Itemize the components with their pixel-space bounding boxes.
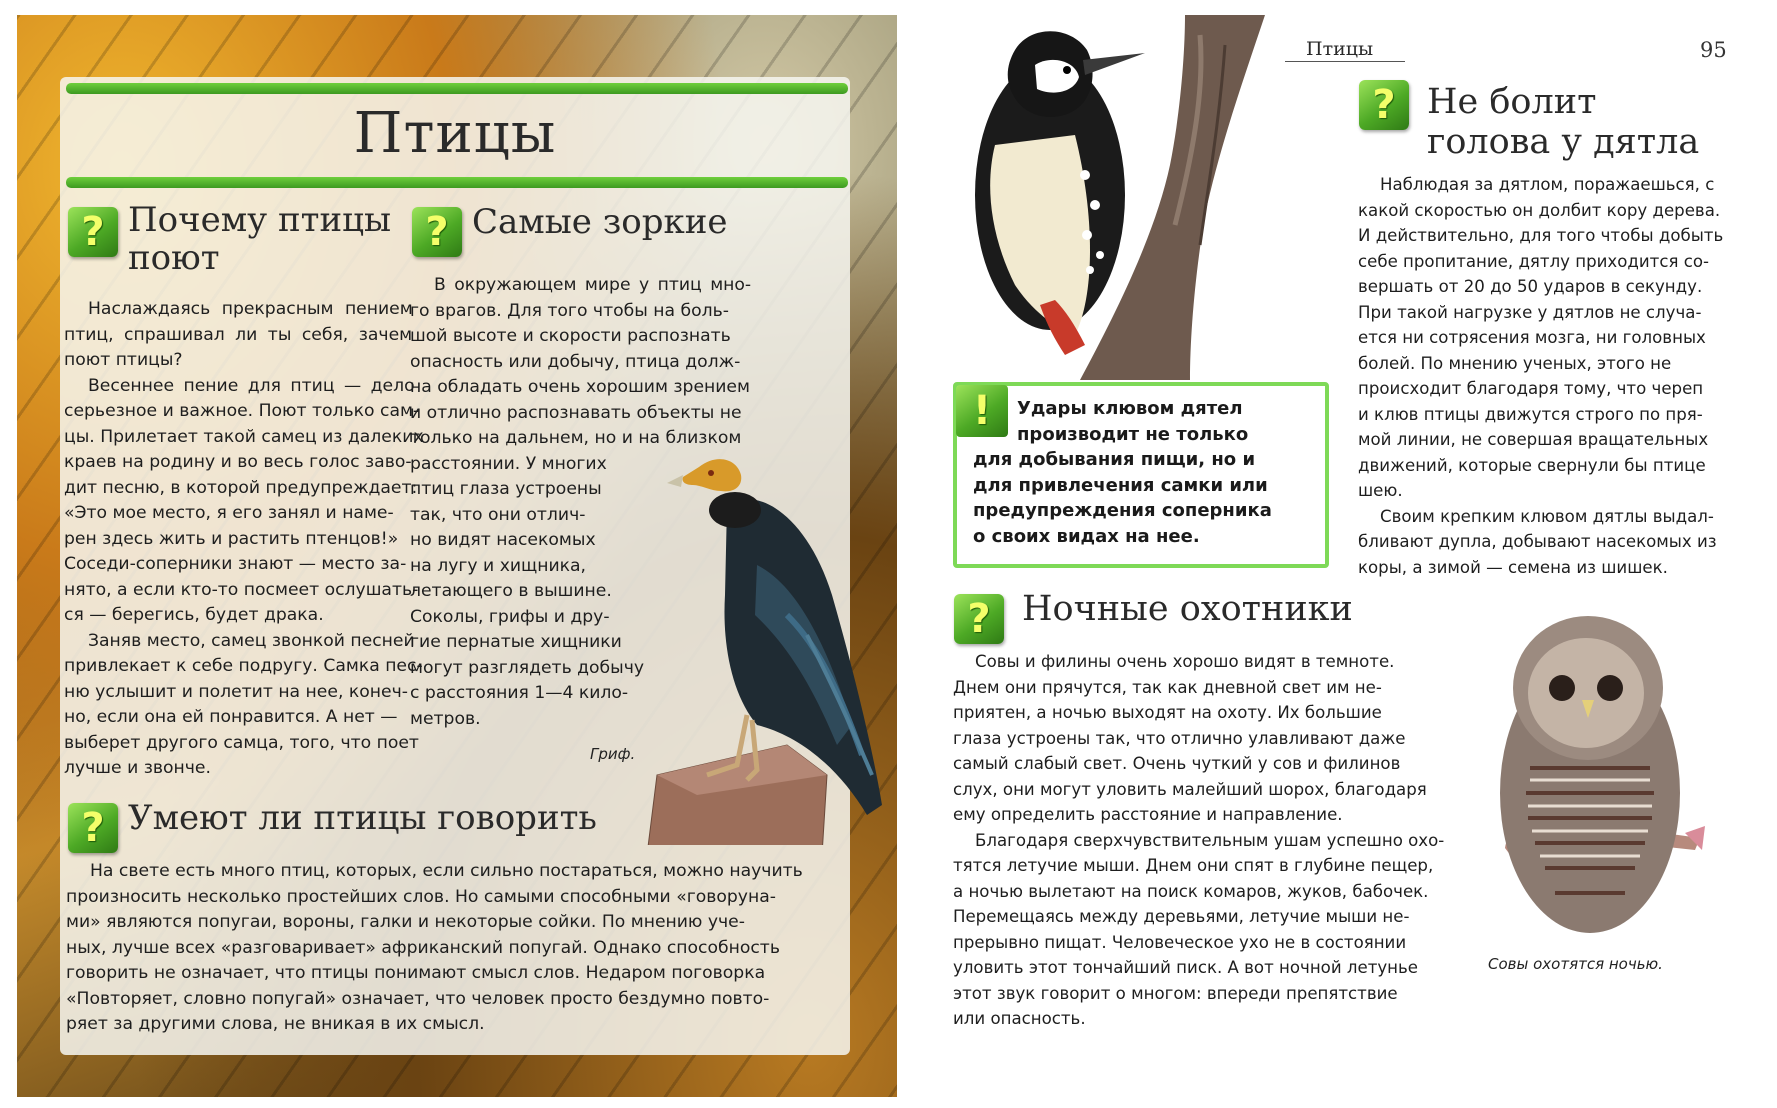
text-line: болей. По мнению ученых, этого не — [1358, 353, 1672, 373]
text-line: Наблюдая за дятлом, поражаешься, с — [1380, 175, 1715, 194]
text-line: говорить не означает, что птицы понимают смысл слов. Недаром поговорка — [66, 963, 766, 983]
heading-line: Почему птицы — [128, 200, 392, 240]
text-line: производит не только — [1017, 423, 1249, 445]
text-line: только на дальнем, но и на близком — [410, 428, 742, 448]
text-line: птиц, спрашивал ли ты себя, зачем — [64, 324, 413, 345]
page-title: Птицы — [353, 101, 557, 166]
text-line: Наслаждаясь прекрасным пением — [88, 299, 413, 319]
text-line: вершать от 20 до 50 ударов в секунду. — [1358, 277, 1703, 296]
text-line: коры, а зимой — семена из шишек. — [1358, 557, 1668, 577]
woodpecker-illustration — [975, 15, 1295, 380]
text-line: летающего в вышине. — [410, 581, 612, 601]
text-line: расстоянии. У многих — [410, 453, 607, 474]
section-heading-woodpecker — [1427, 82, 1699, 162]
text-line: шой высоте и скорости распознать — [410, 326, 731, 346]
heading-line: поют — [128, 238, 220, 278]
text-line: о своих видах на нее. — [973, 525, 1200, 547]
section-heading-talk: Умеют ли птицы говорить — [128, 798, 597, 838]
text-line: ряет за другими слова, не вникая в их смысл. — [66, 1014, 485, 1034]
text-line: тятся летучие мыши. Днем они спят в глубине пещер, — [953, 856, 1434, 875]
text-line: В окружающем мире у птиц мно- — [434, 275, 752, 295]
text-line: ных, лучше всех «разговаривает» африканский попугай. Однако способность — [66, 937, 780, 958]
page-number: 95 — [1700, 38, 1727, 62]
text-line: выберет другого самца, того, что поет — [64, 732, 419, 753]
text-line: Своим крепким клювом дятлы выдал- — [1380, 506, 1714, 526]
text-line: го врагов. Для того чтобы на боль- — [410, 300, 729, 321]
text-line: предупреждения соперника — [973, 500, 1272, 521]
fact-note-box — [953, 382, 1329, 568]
text-line: На свете есть много птиц, которых, если сильно постараться, можно научить — [90, 861, 803, 881]
text-line: себе пропитание, дятлу приходится со- — [1358, 251, 1709, 271]
question-icon: ? — [1359, 80, 1409, 130]
text-line: или опасность. — [953, 1009, 1086, 1028]
night-text — [953, 649, 1465, 1032]
text-line: и клюв птицы движутся строго по пря- — [1358, 404, 1703, 424]
exclamation-icon: ! — [956, 385, 1008, 437]
text-line: дит песню, в которой предупреждает: — [64, 477, 418, 498]
running-head-rule — [1285, 61, 1405, 62]
text-line: И действительно, для того чтобы добыть — [1358, 226, 1724, 245]
text-line: какой скоростью он долбит кору дерева. — [1358, 200, 1721, 220]
text-line: происходит благодаря тому, что череп — [1358, 379, 1704, 398]
text-line: прерывно пищат. Человеческое ухо не в состоянии — [953, 932, 1407, 952]
text-line: «Повторяет, словно попугай» означает, что человек просто бездумно повто- — [66, 988, 770, 1009]
text-line: ню услышит и полетит на нее, конеч- — [64, 681, 408, 702]
why-sing-text — [64, 297, 424, 782]
text-line: метров. — [410, 708, 481, 729]
text-line: шею. — [1358, 481, 1403, 500]
title-green-bar — [66, 177, 848, 188]
text-line: Благодаря сверхчувствительным ушам успешно охо- — [975, 830, 1445, 850]
text-line: ется ни сотрясения мозга, ни головных — [1358, 328, 1706, 347]
owl-caption: Совы охотятся ночью. — [1488, 955, 1663, 973]
text-line: а ночью вылетают на поиск комаров, жуков, бабочек. — [953, 881, 1429, 901]
text-line: нято, а если кто-то посмеет ослушать- — [64, 579, 419, 600]
text-line: краев на родину и во весь голос заво- — [64, 452, 412, 472]
text-line: Соколы, грифы и дру- — [410, 606, 610, 627]
text-line: гие пернатые хищники — [410, 632, 622, 652]
condor-illustration — [637, 445, 897, 845]
text-line: ми» являются попугаи, вороны, галки и некоторые сойки. По мнению уче- — [66, 912, 745, 932]
text-line: этот звук говорит о многом: впереди препятствие — [953, 983, 1398, 1003]
text-line: рен здесь жить и растить птенцов!» — [64, 528, 399, 549]
text-line: но, если она ей понравится. А нет — — [64, 707, 398, 727]
text-line: Весеннее пение для птиц — дело — [88, 375, 415, 396]
section-heading-why-sing — [128, 201, 391, 277]
text-line: лучше и звонче. — [64, 758, 211, 778]
text-line: Перемещаясь между деревьями, летучие мыши не- — [953, 907, 1410, 926]
section-heading-sharpest: Самые зоркие — [472, 202, 728, 242]
text-line: приятен, а ночью выходят на охоту. Их большие — [953, 703, 1382, 722]
text-line: Заняв место, самец звонкой песней — [88, 630, 415, 651]
condor-caption: Гриф. — [590, 745, 636, 763]
text-line: на обладать очень хорошим зрением — [410, 377, 750, 397]
text-line: произносить несколько простейших слов. Но самыми способными «говоруна- — [66, 886, 776, 907]
text-line: ему определить расстояние и направление. — [953, 805, 1343, 824]
left-page — [17, 15, 897, 1097]
text-line: бливают дупла, добывают насекомых из — [1358, 532, 1717, 551]
text-line: для добывания пищи, но и — [973, 449, 1256, 470]
text-line: для привлечения самки или — [973, 474, 1268, 496]
text-line: с расстояния 1—4 кило- — [410, 683, 629, 703]
text-line: поют птицы? — [64, 350, 183, 370]
section-heading-night: Ночные охотники — [1022, 589, 1353, 629]
running-head: Птицы — [1306, 38, 1374, 60]
top-green-bar — [66, 83, 848, 94]
text-line: уловить этот тончайший писк. А вот ночной летунье — [953, 958, 1419, 977]
owl-illustration — [1490, 588, 1715, 948]
text-line: Совы и филины очень хорошо видят в темноте. — [975, 652, 1395, 671]
text-line: птиц глаза устроены — [410, 479, 602, 499]
question-icon: ? — [412, 207, 462, 257]
text-line: но видят насекомых — [410, 530, 596, 550]
text-line: При такой нагрузке у дятлов не случа- — [1358, 302, 1702, 322]
text-line: Днем они прячутся, так как дневной свет им не- — [953, 677, 1382, 697]
talk-text — [66, 859, 803, 1038]
question-icon: ? — [68, 207, 118, 257]
text-line: цы. Прилетает такой самец из далеких — [64, 426, 424, 447]
text-line: Удары клювом дятел — [1017, 398, 1243, 419]
heading-line: голова у дятла — [1427, 122, 1700, 162]
text-line: движений, которые свернули бы птице — [1358, 455, 1706, 475]
question-icon: ? — [954, 594, 1004, 644]
text-line: могут разглядеть добычу — [410, 657, 645, 678]
text-line: так, что они отлич- — [410, 504, 586, 525]
text-line: ся — берегись, будет драка. — [64, 605, 324, 625]
question-icon: ? — [68, 803, 118, 853]
woodpecker-text — [1358, 172, 1724, 580]
text-line: опасность или добычу, птица долж- — [410, 351, 741, 372]
text-line: «Это мое место, я его занял и наме- — [64, 503, 394, 523]
text-line: серьезное и важное. Поют только сам- — [64, 401, 420, 421]
text-line: Соседи-соперники знают — место за- — [64, 554, 407, 574]
text-line: слух, они могут уловить малейший шорох, благодаря — [953, 779, 1427, 799]
text-line: на лугу и хищника, — [410, 555, 587, 576]
heading-line: Не болит — [1427, 82, 1597, 122]
text-line: мой линии, не совершая вращательных — [1358, 430, 1709, 449]
text-line: глаза устроены так, что отлично улавливают даже — [953, 728, 1406, 748]
text-line: привлекает к себе подругу. Самка пес- — [64, 656, 423, 676]
fact-note-text — [973, 396, 1317, 549]
text-line: самый слабый свет. Очень чуткий у сов и филинов — [953, 754, 1401, 773]
text-line: и отлично распознавать объекты не — [410, 402, 742, 423]
